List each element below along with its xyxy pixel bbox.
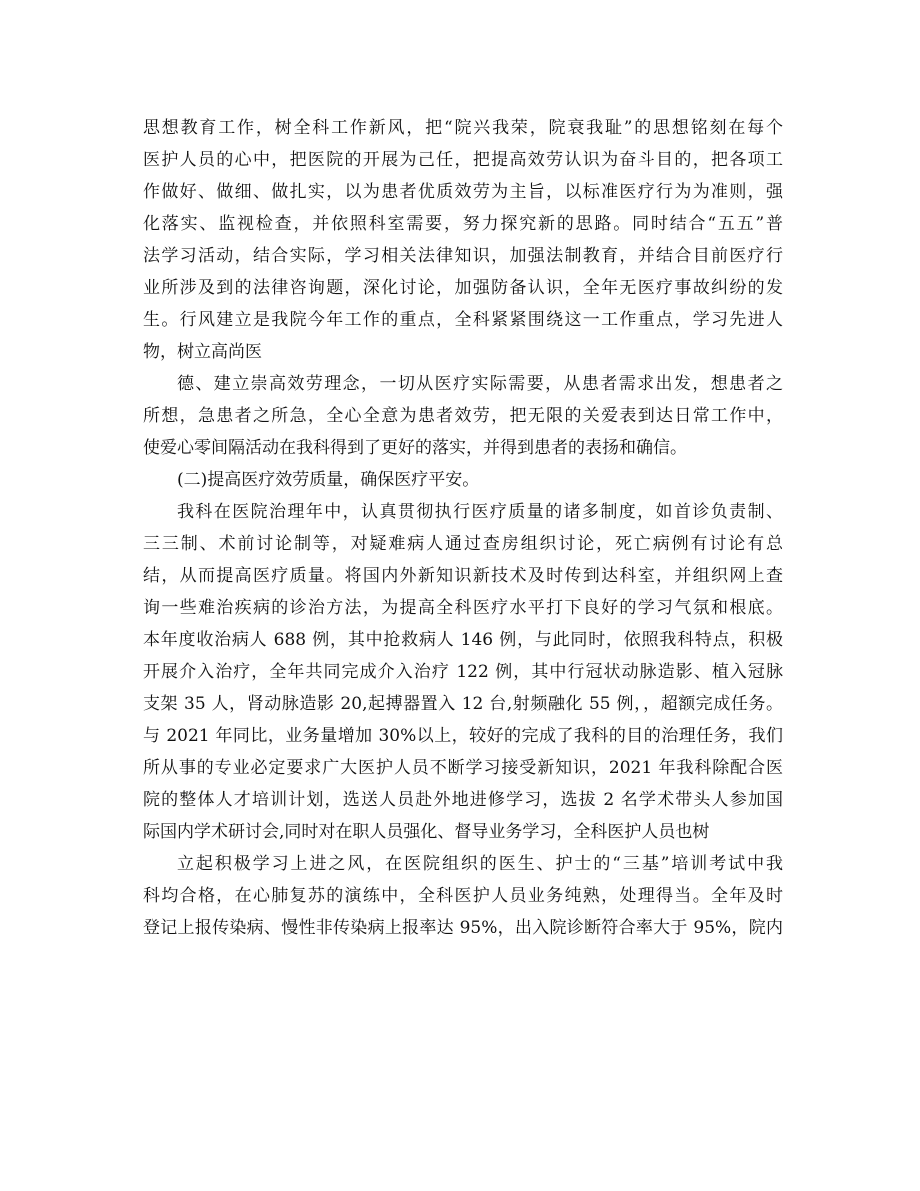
text-line: 德、建立崇高效劳理念，一切从医疗实际需要，从患者需求出发，想患者之 <box>177 374 783 394</box>
text-line: 与 2021 年同比，业务量增加 30%以上，较好的完成了我科的目的治理任务，我们 <box>143 726 783 746</box>
text-line: 所从事的专业必定要求广大医护人员不断学习接受新知识，2021 年我科除配合医 <box>143 758 783 778</box>
text-line: 三三制、术前讨论制等，对疑难病人通过查房组织讨论，死亡病例有讨论有总 <box>143 534 783 554</box>
text-line: 询一些难治疾病的诊治方法，为提高全科医疗水平打下良好的学习气氛和根底。 <box>143 598 783 618</box>
text-line: 生。行风建立是我院今年工作的重点，全科紧紧围绕这一工作重点，学习先进人 <box>143 310 783 330</box>
text-line: 际国内学术研讨会,同时对在职人员强化、督导业务学习，全科医护人员也树 <box>143 822 710 842</box>
text-line: 医护人员的心中，把医院的开展为己任，把提高效劳认识为奋斗目的，把各项工 <box>143 150 783 170</box>
text-line: 本年度收治病人 688 例，其中抢救病人 146 例，与此同时，依照我科特点，积极 <box>143 630 783 650</box>
text-line: 科均合格，在心肺复苏的演练中，全科医护人员业务纯熟，处理得当。全年及时 <box>143 886 783 906</box>
paragraph <box>143 496 783 848</box>
text-line: 结，从而提高医疗质量。将国内外新知识新技术及时传到达科室，并组织网上查 <box>143 566 783 586</box>
text-line: 使爱心零间隔活动在我科得到了更好的落实，并得到患者的表扬和确信。 <box>143 438 687 458</box>
text-line: 物，树立高尚医 <box>143 342 262 362</box>
text-line: 化落实、监视检查，并依照科室需要，努力探究新的思路。同时结合“五五”普 <box>143 214 783 234</box>
text-line: 我科在医院治理年中，认真贯彻执行医疗质量的诸多制度，如首诊负责制、 <box>177 502 783 522</box>
text-line: 支架 35 人，肾动脉造影 20,起搏器置入 12 台,射频融化 55 例，，超额完成任务。 <box>143 694 783 714</box>
text-line: 所想，急患者之所急，全心全意为患者效劳，把无限的关爱表到达日常工作中， <box>143 406 783 426</box>
text-line: 业所涉及到的法律咨询题，深化讨论，加强防备认识，全年无医疗事故纠纷的发 <box>143 278 783 298</box>
paragraph <box>143 848 783 944</box>
text-line: 思想教育工作，树全科工作新风，把“院兴我荣，院衰我耻”的思想铭刻在每个 <box>143 118 783 138</box>
text-line: (二)提高医疗效劳质量，确保医疗平安。 <box>177 470 480 490</box>
section-heading <box>143 464 783 496</box>
text-line: 作做好、做细、做扎实，以为患者优质效劳为主旨，以标准医疗行为为准则，强 <box>143 182 783 202</box>
text-line: 开展介入治疗，全年共同完成介入治疗 122 例，其中行冠状动脉造影、植入冠脉 <box>143 662 783 682</box>
text-line: 院的整体人才培训计划，选送人员赴外地进修学习，选拔 2 名学术带头人参加国 <box>143 790 783 810</box>
paragraph <box>143 368 783 464</box>
text-line: 立起积极学习上进之风，在医院组织的医生、护士的“三基”培训考试中我 <box>177 854 783 874</box>
text-line: 登记上报传染病、慢性非传染病上报率达 95%，出入院诊断符合率大于 95%，院内 <box>143 918 783 938</box>
text-line: 法学习活动，结合实际，学习相关法律知识，加强法制教育，并结合目前医疗行 <box>143 246 783 266</box>
paragraph <box>143 112 783 368</box>
document-body <box>143 112 783 944</box>
